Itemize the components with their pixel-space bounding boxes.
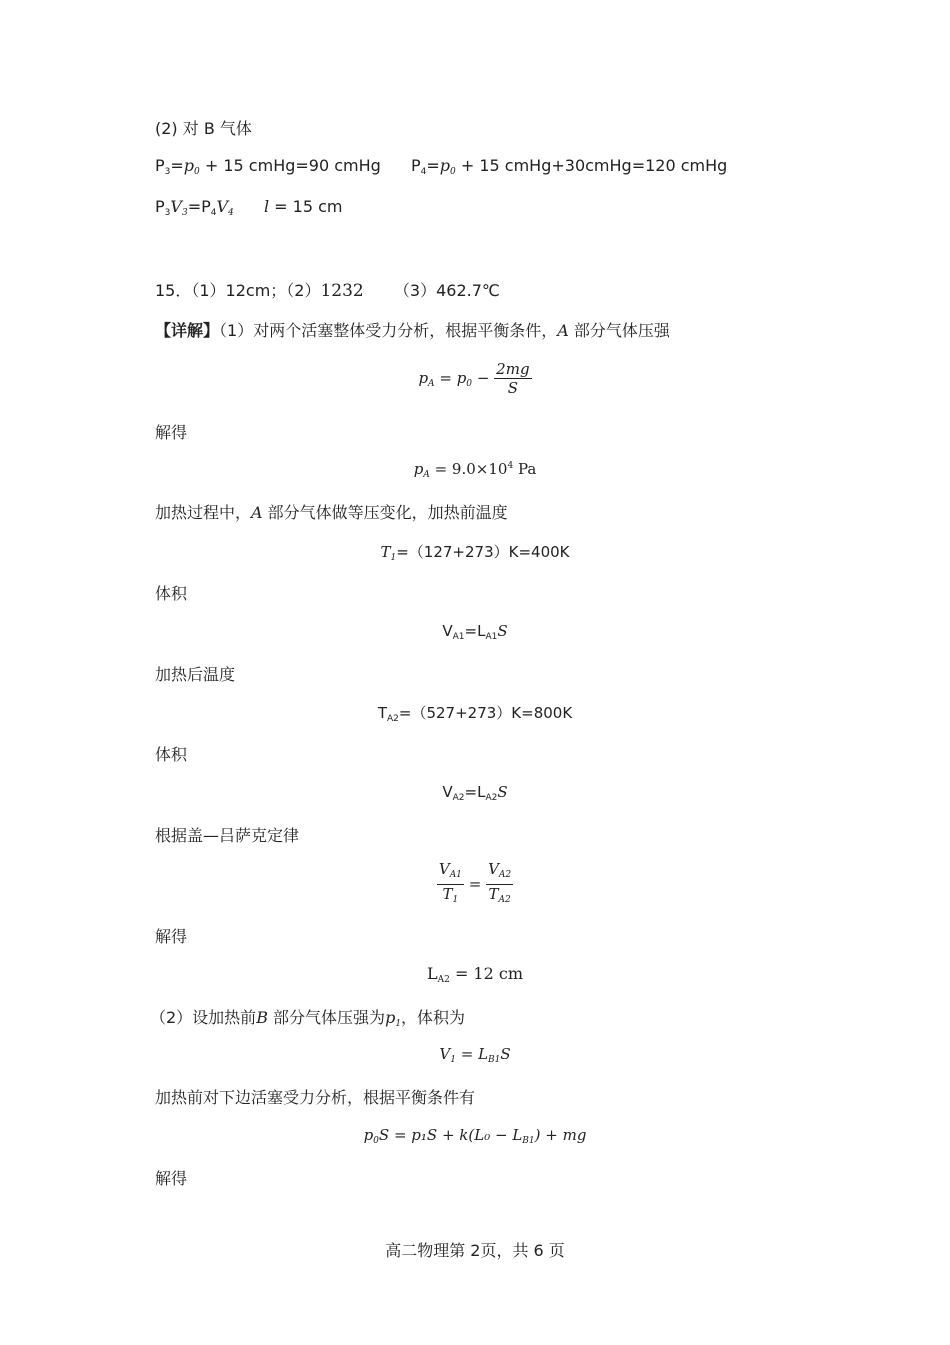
formula-gay-lussac: $\frac{V_{A1}}{T_1}$ = $\frac{V_{A2}}{T_{A2}}$ <box>438 860 512 905</box>
detail-intro: 【详解】（1）对两个活塞整体受力分析，根据平衡条件，A 部分气体压强 <box>155 321 670 340</box>
formula-v1: $V_1 = L_{B1}S$ <box>439 1045 511 1065</box>
formula-pa-result: $p_A = 9.0\times 10^4$ Pa <box>413 460 537 480</box>
formula-va1: $V_{A1}=L_{A1}S$ <box>442 622 508 642</box>
formula-ta2: $T_{A2}=(527+273)K=800K$ <box>377 704 573 724</box>
volume-label-1: 体积 <box>155 584 188 603</box>
formula-la2: $L_{A2} = 12$ cm <box>426 964 524 985</box>
formula-pa: $p_A = p_0$ − $\frac{2mg}{S}$ <box>418 360 530 397</box>
force-analysis-text: 加热前对下边活塞受力分析，根据平衡条件有 <box>155 1088 476 1107</box>
after-heating-temp-label: 加热后温度 <box>155 665 236 684</box>
part2-b-gas-heading: (2) 对 B 气体 <box>155 119 252 138</box>
volume-label-2: 体积 <box>155 745 188 764</box>
formula-va2: $V_{A2}=L_{A2}S$ <box>442 783 508 803</box>
pressure-equations: $P_3=p_0 + 15$ cmHg=90 cmHg $P_4=p_0 + 15$ cmHg+30cmHg=120 cmHg <box>155 156 728 177</box>
page-footer: 高二物理第 2页，共 6 页 <box>385 1241 565 1260</box>
q15-answer: 15．（1）12cm；（2）1232 （3）462.7℃ <box>155 281 500 301</box>
formula-t1: $T_1=(127+273)K=400K$ <box>380 543 570 563</box>
gay-lussac-label: 根据盖—吕萨克定律 <box>155 826 300 845</box>
formula-force-balance: $p_0S = p_1S + k(L_0 - L_{B1})$ + mg <box>363 1126 587 1146</box>
solve-label-2: 解得 <box>155 927 188 946</box>
solve-label-1: 解得 <box>155 423 188 442</box>
heating-process-text: 加热过程中，A 部分气体做等压变化，加热前温度 <box>155 503 508 522</box>
part2-setup-text: （2）设加热前B 部分气体压强为$p_1$，体积为 <box>150 1008 466 1029</box>
solve-label-3: 解得 <box>155 1169 188 1188</box>
boyle-equation: $P_3V_3=P_4V_4$ l = 15 cm <box>155 197 343 218</box>
